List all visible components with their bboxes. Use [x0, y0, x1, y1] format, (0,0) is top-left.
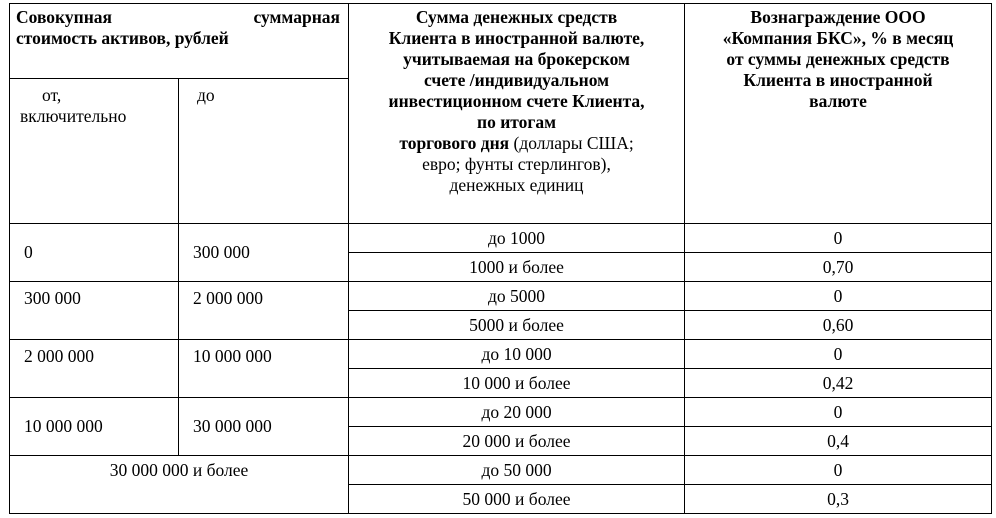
- range-to-cell: 10 000 000: [179, 340, 349, 398]
- amount-cell: 1000 и более: [349, 253, 685, 282]
- fee-cell: 0: [685, 456, 992, 485]
- header-amount-line5: инвестиционном счете Клиента,: [388, 91, 645, 111]
- amount-cell: до 1000: [349, 224, 685, 253]
- header-from-cell: [10, 79, 179, 224]
- fee-cell: 0: [685, 340, 992, 369]
- header-amount-line3: учитываемая на брокерском: [403, 49, 630, 69]
- fee-cell: 0,42: [685, 369, 992, 398]
- fee-cell: 0: [685, 398, 992, 427]
- header-fee-line3: от суммы денежных средств: [726, 49, 950, 69]
- range-to-cell: 2 000 000: [179, 282, 349, 340]
- header-fee-cell: [685, 4, 992, 224]
- fee-cell: 0: [685, 282, 992, 311]
- header-amount-line2: Клиента в иностранной валюте,: [388, 28, 645, 48]
- range-to-cell: 30 000 000: [179, 398, 349, 456]
- header-amount-line8: евро; фунты стерлингов),: [422, 154, 611, 174]
- header-amount-line7-normal: (доллары США;: [509, 133, 634, 153]
- header-amount-line9: денежных единиц: [449, 175, 584, 195]
- fee-cell: 0,3: [685, 485, 992, 514]
- fee-cell: 0,4: [685, 427, 992, 456]
- header-amount-line4: счете /индивидуальном: [423, 70, 610, 90]
- amount-cell: 50 000 и более: [349, 485, 685, 514]
- header-assets-cell: [10, 4, 349, 79]
- amount-cell: до 50 000: [349, 456, 685, 485]
- range-to-cell: 300 000: [179, 224, 349, 282]
- amount-cell: до 20 000: [349, 398, 685, 427]
- header-amount-line6: по итогам: [477, 112, 557, 132]
- header-fee-line1: Вознаграждение ООО: [750, 7, 926, 27]
- amount-cell: 5000 и более: [349, 311, 685, 340]
- header-amount-line7-bold: торгового дня: [399, 133, 510, 153]
- amount-cell: 10 000 и более: [349, 369, 685, 398]
- range-from-cell: 300 000: [10, 282, 179, 340]
- fee-cell: 0: [685, 224, 992, 253]
- fee-cell: 0,60: [685, 311, 992, 340]
- header-assets-line2: стоимость активов, рублей: [16, 28, 229, 48]
- range-combined-cell: 30 000 000 и более: [10, 456, 349, 514]
- header-assets-word1: Совокупная: [16, 7, 113, 27]
- fee-table: [9, 3, 992, 514]
- header-to-cell: до: [179, 79, 349, 224]
- amount-cell: до 5000: [349, 282, 685, 311]
- range-from-cell: 2 000 000: [10, 340, 179, 398]
- header-fee-line2: «Компания БКС», % в месяц: [722, 28, 954, 48]
- header-from-line1: от,: [42, 85, 62, 105]
- range-from-cell: 10 000 000: [10, 398, 179, 456]
- header-amount-line1: Сумма денежных средств: [415, 7, 618, 27]
- header-fee-line4: Клиента в иностранной: [743, 70, 933, 90]
- fee-cell: 0,70: [685, 253, 992, 282]
- amount-cell: 20 000 и более: [349, 427, 685, 456]
- header-fee-line5: валюте: [809, 91, 867, 111]
- header-amount-cell: [349, 4, 685, 224]
- header-amount-line7: [349, 133, 684, 154]
- header-assets-word2: суммарная: [253, 7, 341, 27]
- header-from-line2: включительно: [20, 106, 127, 126]
- amount-cell: до 10 000: [349, 340, 685, 369]
- range-from-cell: 0: [10, 224, 179, 282]
